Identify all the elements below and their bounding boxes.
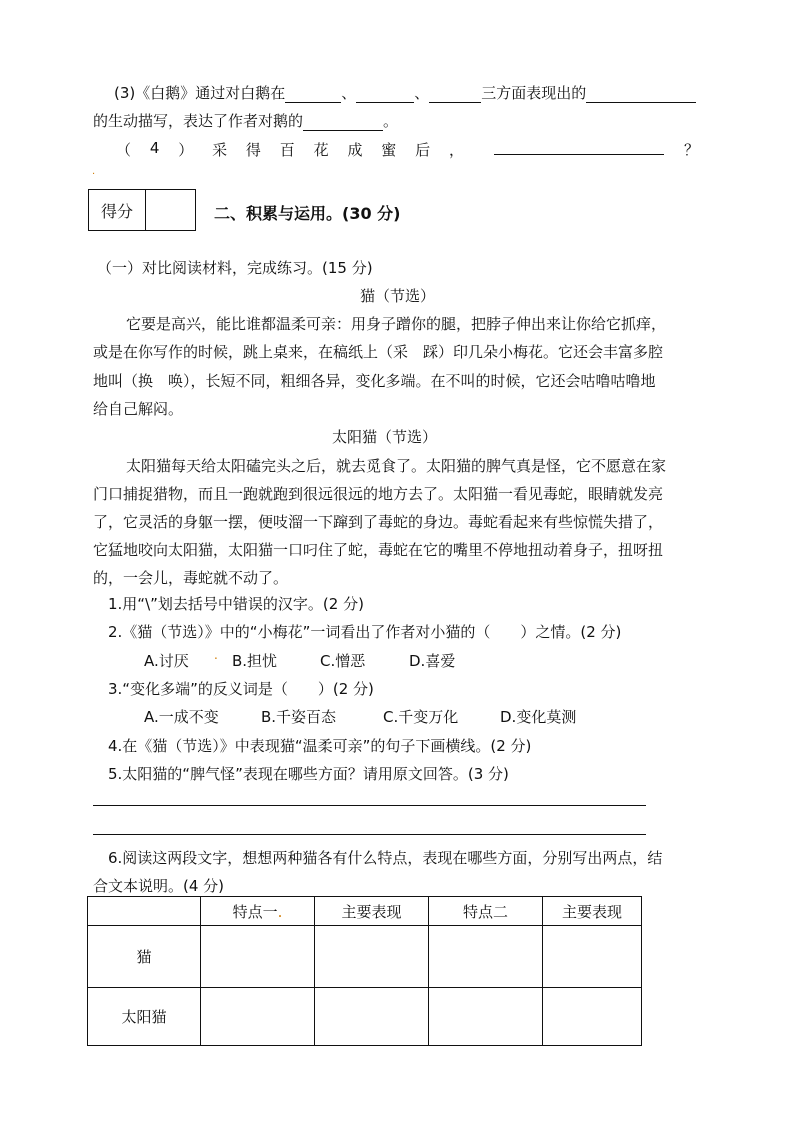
header-feature-1: 特点一: [232, 902, 278, 921]
passage2-title: 太阳猫（节选）: [332, 428, 438, 446]
answer-cell[interactable]: [429, 988, 543, 1046]
q4-char: 蜜: [381, 141, 397, 159]
answer-cell[interactable]: [201, 926, 315, 988]
passage2-line: 它猛地咬向太阳猫，太阳猫一口叼住了蛇，毒蛇在它的嘴里不停地扭动着身子，扭呀扭: [93, 541, 664, 559]
score-cell[interactable]: [146, 190, 195, 230]
table-header-row: [88, 897, 642, 926]
question-6-line1: 6.阅读这两段文字，想想两种猫各有什么特点，表现在哪些方面，分别写出两点，结: [108, 849, 663, 867]
q3-mid: 三方面表现出的: [481, 84, 587, 102]
q3-sep2: 、: [414, 84, 430, 102]
q3-line2: [93, 110, 398, 131]
q3-blank-2[interactable]: [356, 87, 414, 103]
q4-line: [116, 139, 464, 160]
row-label: 猫: [88, 926, 201, 988]
answer-cell[interactable]: [543, 926, 642, 988]
q2-option-a[interactable]: A.讨厌: [144, 652, 189, 670]
answer-line[interactable]: [93, 805, 646, 806]
score-label: 得分: [89, 190, 146, 230]
question-2: 2.《猫（节选）》中的“小梅花”一词看出了作者对小猫的（ ）之情。(2 分): [108, 623, 622, 641]
table-row: [88, 926, 642, 988]
stray-dot: .: [214, 648, 218, 662]
q3-sep1: 、: [341, 84, 357, 102]
question-3: 3.“变化多端”的反义词是（ ）(2 分): [108, 680, 374, 698]
passage1-line: 它要是高兴，能比谁都温柔可亲：用身子蹭你的腿，把脖子伸出来让你给它抓痒，: [126, 315, 667, 333]
q3-blank-3[interactable]: [429, 87, 481, 103]
answer-line[interactable]: [93, 834, 646, 835]
answer-cell[interactable]: [315, 926, 429, 988]
stray-dot: .: [92, 166, 96, 177]
q4-char: 百: [279, 141, 295, 159]
passage2-line: 门口捕捉猎物，而且一跑就跑到很远很远的地方去了。太阳猫一看见毒蛇，眼睛就发亮: [93, 485, 664, 503]
q4-char: ，: [448, 141, 464, 159]
q4-char: ）: [178, 141, 194, 159]
q4-char: （: [116, 141, 132, 159]
table-header-cell: 特点二: [429, 897, 543, 926]
q3-blank-5[interactable]: [303, 115, 383, 131]
q3-option-b[interactable]: B.千姿百态: [261, 708, 337, 726]
q4-char: 成: [347, 141, 363, 159]
q2-option-d[interactable]: D.喜爱: [409, 652, 456, 670]
q4-char: 采: [212, 141, 228, 159]
q4-char: 4: [149, 139, 160, 157]
q3-option-a[interactable]: A.一成不变: [144, 708, 219, 726]
answer-table: [87, 896, 642, 1046]
answer-cell[interactable]: [429, 926, 543, 988]
passage1-line: 地叫（换 唤），长短不同，粗细各异，变化多端。在不叫的时候，它还会咕噜咕噜地: [93, 372, 656, 390]
passage1-title: 猫（节选）: [360, 287, 436, 305]
table-header-cell: 主要表现: [315, 897, 429, 926]
question-6-line2: 合文本说明。(4 分): [93, 877, 225, 895]
q2-option-b[interactable]: B.担忧: [232, 652, 278, 670]
passage2-line: 太阳猫每天给太阳磕完头之后，就去觅食了。太阳猫的脾气真是怪，它不愿意在家: [126, 457, 667, 475]
table-header-cell: 主要表现: [543, 897, 642, 926]
q4-char: 后: [415, 141, 431, 159]
question-1: 1.用“\”划去括号中错误的汉字。(2 分): [108, 595, 364, 613]
q3-blank-4[interactable]: [586, 87, 696, 103]
q4-char: 花: [313, 141, 329, 159]
answer-cell[interactable]: [315, 988, 429, 1046]
table-header-cell: [88, 897, 201, 926]
q3-line1: [114, 82, 696, 103]
q2-option-c[interactable]: C.憎恶: [320, 652, 366, 670]
passage1-line: 或是在你写作的时候，跳上桌来，在稿纸上（采 踩）印几朵小梅花。它还会丰富多腔: [93, 343, 664, 361]
q3-prefix: (3)《白鹅》通过对白鹅在: [114, 84, 286, 102]
question-4: 4.在《猫（节选）》中表现猫“温柔可亲”的句子下画横线。(2 分): [108, 737, 532, 755]
q3-line2-prefix: 的生动描写，表达了作者对鹅的: [93, 112, 304, 130]
score-box: [88, 189, 196, 231]
q3-blank-1[interactable]: [285, 87, 341, 103]
passage2-line: 的，一会儿，毒蛇就不动了。: [93, 569, 289, 587]
question-5: 5.太阳猫的“脾气怪”表现在哪些方面？请用原文回答。(3 分): [108, 765, 509, 783]
q4-end: ？: [684, 141, 700, 159]
row-label: 太阳猫: [88, 988, 201, 1046]
part1-intro: （一）对比阅读材料，完成练习。(15 分): [97, 259, 373, 277]
q4-blank[interactable]: [494, 139, 664, 155]
q3-option-c[interactable]: C.千变万化: [383, 708, 459, 726]
stray-dot: .: [277, 902, 283, 921]
answer-cell[interactable]: [543, 988, 642, 1046]
passage1-line: 给自己解闷。: [93, 400, 184, 418]
table-header-cell: [201, 897, 315, 926]
q4-char: 得: [245, 141, 261, 159]
q3-line2-end: 。: [383, 112, 399, 130]
table-row: [88, 988, 642, 1046]
passage2-line: 了，它灵活的身躯一摆，便吱溜一下蹿到了毒蛇的身边。毒蛇看起来有些惊慌失措了，: [93, 513, 664, 531]
q3-option-d[interactable]: D.变化莫测: [500, 708, 577, 726]
section-title: 二、积累与运用。(30 分): [214, 204, 401, 223]
answer-cell[interactable]: [201, 988, 315, 1046]
